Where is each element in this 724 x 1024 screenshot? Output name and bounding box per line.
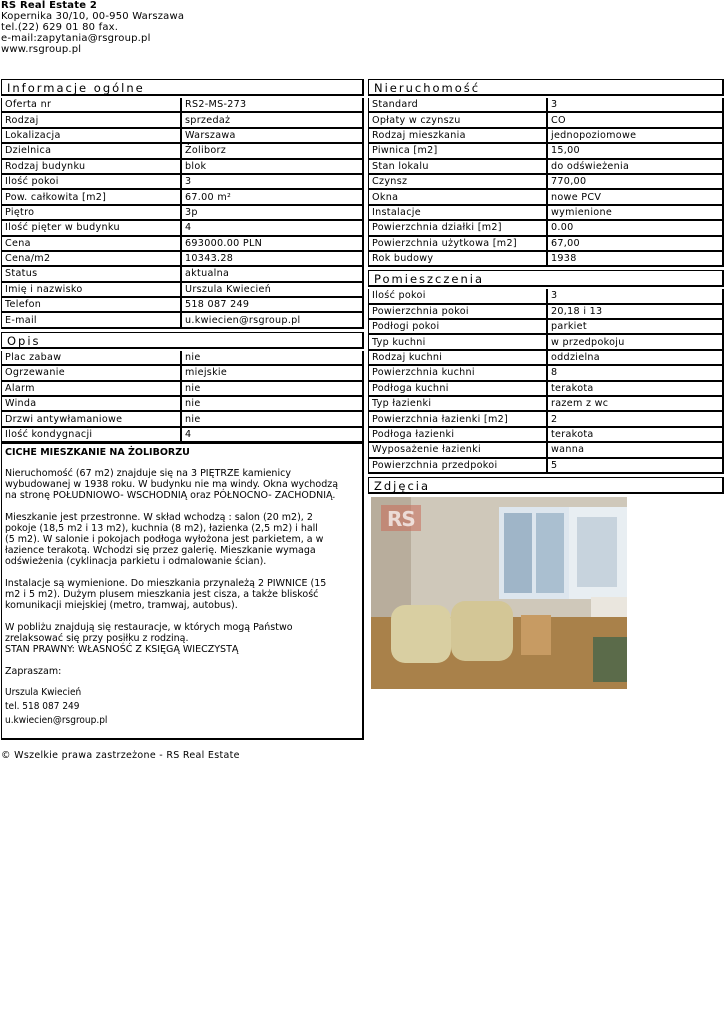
description-paragraph: Zapraszam: (5, 666, 62, 678)
table-row (368, 305, 724, 320)
section-title-property: Nieruchomość (368, 79, 724, 96)
field-value: 693000.00 PLN (182, 237, 364, 252)
table-row (1, 160, 364, 175)
field-value: Urszula Kwiecień (182, 283, 364, 298)
general-info-table (1, 98, 364, 329)
table-row (1, 113, 364, 128)
section-title-photos: Zdjęcia (368, 477, 724, 494)
field-value: Warszawa (182, 129, 364, 144)
left-column (1, 79, 364, 740)
field-value: 1938 (548, 252, 724, 267)
description-paragraph: Mieszkanie jest przestronne. W skład wchodzą : salon (20 m2), 2 pokoje (18,5 m2 i 13 m2), kuchnia (8 m2), łazienka (2,5 m2) i hall (5 m2). W salonie i pokojach podłoga wyłożona jest parkietem, a w łazience terakotą. Wchodzi się przez galerię. Mieszkanie wymaga odświeżenia (cyklinacja parkietu i odmalowanie ścian). (5, 512, 324, 568)
table-row (1, 382, 364, 397)
table-row (368, 144, 724, 159)
company-address: Kopernika 30/10, 00-950 Warszawa (1, 11, 185, 22)
field-value: 4 (182, 428, 364, 443)
field-label: Ilość pięter w budynku (1, 221, 182, 236)
apartment-photo[interactable] (371, 497, 627, 689)
field-label: Cena/m2 (1, 252, 182, 267)
field-label: Opłaty w czynszu (368, 113, 548, 128)
field-value: nowe PCV (548, 190, 724, 205)
field-label: Alarm (1, 382, 182, 397)
agent-signature: Urszula Kwiecień tel. 518 087 249 u.kwiecien@rsgroup.pl (5, 687, 108, 727)
table-row (1, 397, 364, 412)
table-row (368, 382, 724, 397)
field-value: 4 (182, 221, 364, 236)
table-row (1, 313, 364, 328)
field-value: 8 (548, 366, 724, 381)
field-label: Lokalizacja (1, 129, 182, 144)
field-value: 3 (548, 98, 724, 113)
field-value: 10343.28 (182, 252, 364, 267)
company-email: e-mail:zapytania@rsgroup.pl (1, 33, 151, 44)
field-label: Dzielnica (1, 144, 182, 159)
table-row (1, 129, 364, 144)
table-row (1, 175, 364, 190)
company-phone: tel.(22) 629 01 80 fax. (1, 22, 119, 33)
watermark-logo: RS (387, 506, 415, 531)
field-label: Ilość pokoi (368, 289, 548, 304)
field-value: 2 (548, 412, 724, 427)
field-value: w przedpokoju (548, 335, 724, 350)
field-label: Ogrzewanie (1, 366, 182, 381)
table-row (1, 428, 364, 443)
table-row (368, 160, 724, 175)
field-label: Rodzaj (1, 113, 182, 128)
field-value: u.kwiecien@rsgroup.pl (182, 313, 364, 328)
field-value: nie (182, 351, 364, 366)
table-row (368, 351, 724, 366)
table-row (1, 283, 364, 298)
field-value: CO (548, 113, 724, 128)
table-row (368, 335, 724, 350)
field-label: Powierzchnia działki [m2] (368, 221, 548, 236)
field-label: Piwnica [m2] (368, 144, 548, 159)
copyright-footer: © Wszelkie prawa zastrzeżone - RS Real Estate (1, 750, 240, 761)
field-label: Wyposażenie łazienki (368, 443, 548, 458)
table-row (1, 206, 364, 221)
table-row (368, 443, 724, 458)
table-row (1, 221, 364, 236)
table-row (368, 206, 724, 221)
field-label: Powierzchnia użytkowa [m2] (368, 237, 548, 252)
company-name: RS Real Estate 2 (1, 0, 98, 11)
field-value: 67.00 m² (182, 190, 364, 205)
field-value: 15,00 (548, 144, 724, 159)
table-row (1, 366, 364, 381)
description-paragraph: W pobliżu znajdują się restauracje, w których mogą Państwo zrelaksować się przy posiłku z rodziną. STAN PRAWNY: WŁASNOŚĆ Z KSIĘGĄ WIECZYSTĄ (5, 622, 293, 656)
table-row (1, 237, 364, 252)
field-value: aktualna (182, 267, 364, 282)
field-value: RS2-MS-273 (182, 98, 364, 113)
table-row (1, 144, 364, 159)
description-box (1, 443, 364, 740)
description-paragraph: Nieruchomość (67 m2) znajduje się na 3 PIĘTRZE kamienicy wybudowanej w 1938 roku. W budynku nie ma windy. Okna wychodzą na stronę POŁUDNIOWO- WSCHODNIĄ oraz PÓŁNOCNO- ZACHODNIĄ. (5, 468, 339, 502)
table-row (1, 98, 364, 113)
field-label: Pow. całkowita [m2] (1, 190, 182, 205)
table-row (1, 412, 364, 427)
property-table (368, 98, 724, 267)
table-row (368, 289, 724, 304)
table-row (368, 459, 724, 474)
field-label: Podłoga łazienki (368, 428, 548, 443)
table-row (368, 175, 724, 190)
section-title-general: Informacje ogólne (1, 79, 364, 96)
table-row (1, 267, 364, 282)
field-label: Rodzaj budynku (1, 160, 182, 175)
field-label: Standard (368, 98, 548, 113)
description-paragraph: Instalacje są wymienione. Do mieszkania przynależą 2 PIWNICE (15 m2 i 5 m2). Dużym plusem mieszkania jest cisza, a także bliskość komunikacji miejskiej (metro, tramwaj, autobus). (5, 578, 327, 612)
field-value: Żoliborz (182, 144, 364, 159)
field-value: razem z wc (548, 397, 724, 412)
table-row (368, 113, 724, 128)
field-value: terakota (548, 428, 724, 443)
field-label: Okna (368, 190, 548, 205)
field-label: Powierzchnia pokoi (368, 305, 548, 320)
table-row (368, 252, 724, 267)
field-label: Czynsz (368, 175, 548, 190)
field-value: wanna (548, 443, 724, 458)
field-value: 770,00 (548, 175, 724, 190)
field-value: nie (182, 412, 364, 427)
field-value: miejskie (182, 366, 364, 381)
field-label: Telefon (1, 298, 182, 313)
opis-table (1, 351, 364, 443)
field-value: terakota (548, 382, 724, 397)
section-title-rooms: Pomieszczenia (368, 270, 724, 287)
table-row (368, 397, 724, 412)
company-header (1, 0, 184, 55)
table-row (368, 221, 724, 236)
field-value: parkiet (548, 320, 724, 335)
field-label: Podłoga kuchni (368, 382, 548, 397)
field-label: Piętro (1, 206, 182, 221)
field-label: Oferta nr (1, 98, 182, 113)
field-label: Imię i nazwisko (1, 283, 182, 298)
field-label: Rodzaj kuchni (368, 351, 548, 366)
field-value: blok (182, 160, 364, 175)
field-label: Powierzchnia kuchni (368, 366, 548, 381)
table-row (368, 129, 724, 144)
field-value: 20,18 i 13 (548, 305, 724, 320)
table-row (368, 237, 724, 252)
field-label: Winda (1, 397, 182, 412)
field-label: Powierzchnia łazienki [m2] (368, 412, 548, 427)
field-label: Powierzchnia przedpokoi (368, 459, 548, 474)
rooms-table (368, 289, 724, 474)
table-row (368, 366, 724, 381)
field-value: wymienione (548, 206, 724, 221)
field-value: oddzielna (548, 351, 724, 366)
field-label: Ilość kondygnacji (1, 428, 182, 443)
table-row (368, 98, 724, 113)
table-row (1, 190, 364, 205)
table-row (1, 351, 364, 366)
field-label: E-mail (1, 313, 182, 328)
field-value: jednopoziomowe (548, 129, 724, 144)
section-title-opis: Opis (1, 332, 364, 349)
field-label: Typ łazienki (368, 397, 548, 412)
field-label: Podłogi pokoi (368, 320, 548, 335)
field-value: 3 (548, 289, 724, 304)
field-label: Rok budowy (368, 252, 548, 267)
field-value: 518 087 249 (182, 298, 364, 313)
field-label: Typ kuchni (368, 335, 548, 350)
field-label: Instalacje (368, 206, 548, 221)
field-label: Drzwi antywłamaniowe (1, 412, 182, 427)
field-value: nie (182, 397, 364, 412)
table-row (368, 190, 724, 205)
table-row (1, 252, 364, 267)
field-value: sprzedaż (182, 113, 364, 128)
field-value: 5 (548, 459, 724, 474)
field-label: Cena (1, 237, 182, 252)
description-heading: CICHE MIESZKANIE NA ŻOLIBORZU (5, 447, 190, 459)
table-row (368, 320, 724, 335)
table-row (368, 412, 724, 427)
field-label: Status (1, 267, 182, 282)
field-label: Ilość pokoi (1, 175, 182, 190)
table-row (368, 428, 724, 443)
company-website: www.rsgroup.pl (1, 44, 82, 55)
field-label: Rodzaj mieszkania (368, 129, 548, 144)
field-value: 67,00 (548, 237, 724, 252)
field-label: Stan lokalu (368, 160, 548, 175)
right-column (368, 79, 724, 689)
field-value: nie (182, 382, 364, 397)
field-label: Plac zabaw (1, 351, 182, 366)
field-value: 3p (182, 206, 364, 221)
field-value: 0.00 (548, 221, 724, 236)
field-value: do odświeżenia (548, 160, 724, 175)
table-row (1, 298, 364, 313)
field-value: 3 (182, 175, 364, 190)
